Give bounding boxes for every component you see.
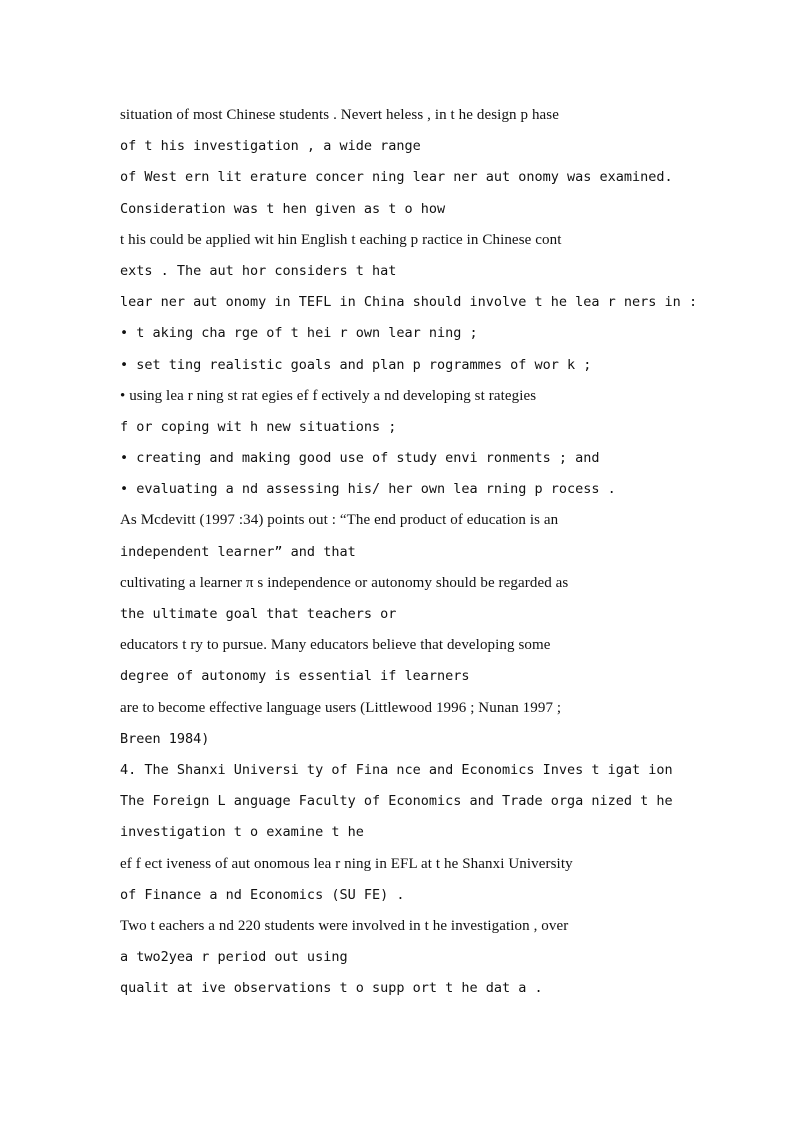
- text-line: ef f ect iveness of aut onomous lea r ning in EFL at t he Shanxi University: [120, 855, 573, 872]
- text-line: educators t ry to pursue. Many educators believe that developing some: [120, 637, 551, 654]
- text-line: of West ern lit erature concer ning lear ner aut onomy was examined.: [120, 169, 673, 186]
- section-heading: 4. The Shanxi Universi ty of Fina nce and Economics Inves t igat ion: [120, 761, 673, 778]
- bullet-item: • using lea r ning st rat egies ef f ectively a nd developing st rategies: [120, 387, 537, 404]
- text-line: the ultimate goal that teachers or: [120, 606, 397, 622]
- text-line: lear ner aut onomy in TEFL in China should involve t he lea r ners in :: [120, 294, 698, 311]
- text-line: situation of most Chinese students . Nevert heless , in t he design p hase: [120, 107, 560, 123]
- bullet-item: • creating and making good use of study envi ronments ; and: [120, 450, 600, 467]
- text-line: Two t eachers a nd 220 students were involved in t he investigation , over: [120, 917, 569, 934]
- text-line: degree of autonomy is essential if learners: [120, 668, 470, 685]
- text-line: a two2yea r period out using: [120, 949, 348, 966]
- text-line: of t his investigation , a wide range: [120, 138, 421, 155]
- text-line: investigation t o examine t he: [120, 824, 364, 841]
- text-line: independent learner” and that: [120, 543, 356, 560]
- text-line: Consideration was t hen given as t o how: [120, 200, 446, 217]
- text-line: qualit at ive observations t o supp ort t he dat a .: [120, 980, 543, 997]
- body-text: [120, 100, 698, 1004]
- bullet-item: • t aking cha rge of t hei r own lear ning ;: [120, 325, 478, 342]
- bullet-item: • set ting realistic goals and plan p rogrammes of wor k ;: [120, 356, 592, 373]
- text-line: of Finance a nd Economics (SU FE) .: [120, 886, 405, 903]
- text-line: t his could be applied wit hin English t eaching p ractice in Chinese cont: [120, 231, 562, 248]
- text-line: As Mcdevitt (1997 :34) points out : “The end product of education is an: [120, 512, 559, 529]
- text-line: are to become effective language users (Littlewood 1996 ; Nunan 1997 ;: [120, 699, 562, 716]
- text-line: f or coping wit h new situations ;: [120, 418, 397, 435]
- text-line: Breen 1984): [120, 730, 210, 747]
- text-line: The Foreign L anguage Faculty of Economics and Trade orga nized t he: [120, 793, 673, 810]
- text-line: cultivating a learner π s independence or autonomy should be regarded as: [120, 574, 569, 591]
- bullet-item: • evaluating a nd assessing his/ her own lea rning p rocess .: [120, 481, 616, 498]
- text-line: exts . The aut hor considers t hat: [120, 262, 397, 279]
